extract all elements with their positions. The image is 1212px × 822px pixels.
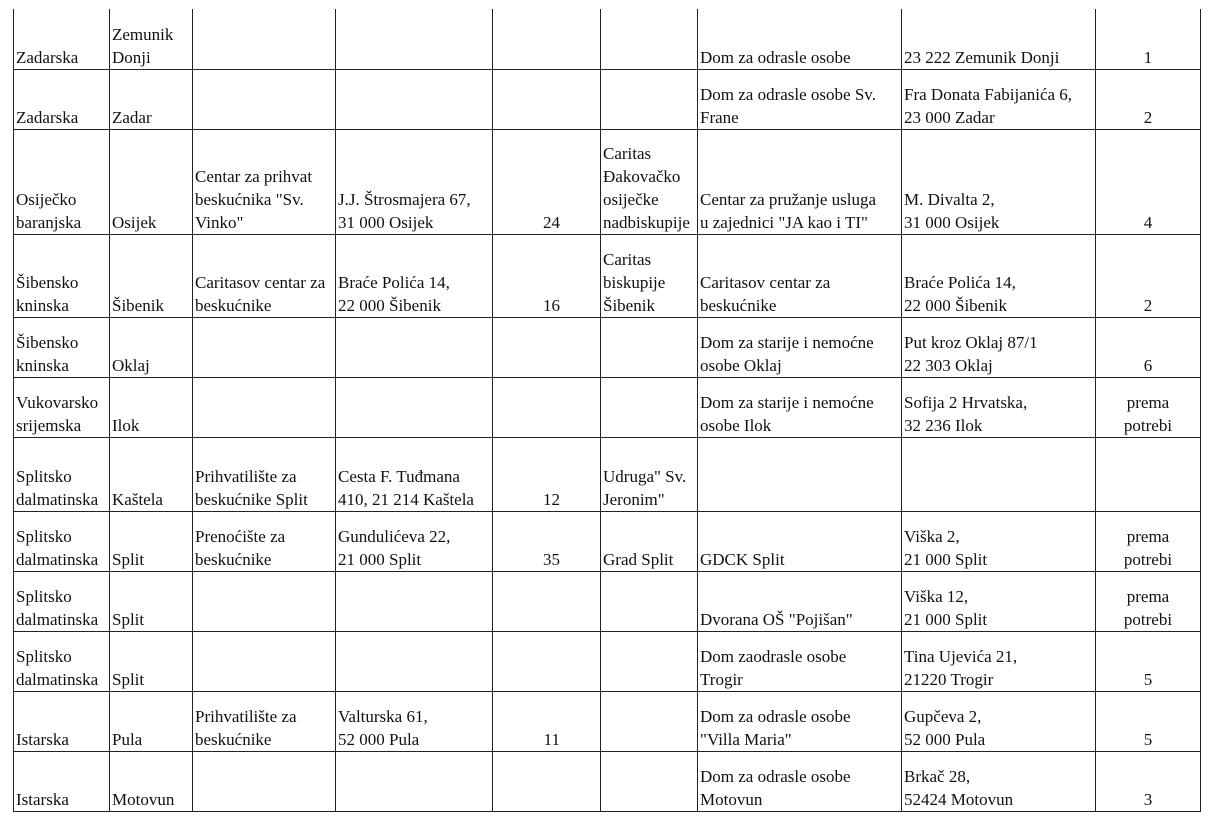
shelter-address-cell: Braće Polića 14, 22 000 Šibenik: [336, 234, 493, 317]
facility-capacity-cell: 2: [1096, 69, 1201, 129]
table-row: [14, 631, 1201, 691]
shelter-name-cell: [193, 69, 336, 129]
facility-capacity-cell: 4: [1096, 129, 1201, 234]
shelter-name-cell: Prihvatilište za beskućnike Split: [193, 437, 336, 511]
shelter-address-cell: [336, 377, 493, 437]
shelter-name-cell: Prihvatilište za beskućnike: [193, 691, 336, 751]
table-row: [14, 437, 1201, 511]
facility-name-cell: Dom za odrasle osobe: [698, 9, 902, 69]
facility-capacity-cell: 5: [1096, 631, 1201, 691]
shelter-name-cell: Prenoćište za beskućnike: [193, 511, 336, 571]
facility-address-cell: 23 222 Zemunik Donji: [902, 9, 1096, 69]
shelter-address-cell: [336, 317, 493, 377]
city-cell: Motovun: [110, 751, 193, 811]
county-cell: Zadarska: [14, 9, 110, 69]
county-cell: Istarska: [14, 751, 110, 811]
county-cell: Vukovarsko srijemska: [14, 377, 110, 437]
facility-capacity-cell: 5: [1096, 691, 1201, 751]
county-cell: Istarska: [14, 691, 110, 751]
table-row: [14, 69, 1201, 129]
city-cell: Split: [110, 631, 193, 691]
facility-capacity-cell: 3: [1096, 751, 1201, 811]
shelter-address-cell: [336, 631, 493, 691]
shelter-name-cell: Caritasov centar za beskućnike: [193, 234, 336, 317]
facility-address-cell: Viška 2, 21 000 Split: [902, 511, 1096, 571]
county-cell: Splitsko dalmatinska: [14, 631, 110, 691]
facility-address-cell: Put kroz Oklaj 87/1 22 303 Oklaj: [902, 317, 1096, 377]
facility-capacity-cell: 1: [1096, 9, 1201, 69]
capacity-cell: [493, 571, 601, 631]
city-cell: Split: [110, 571, 193, 631]
operator-cell: [601, 691, 698, 751]
facility-capacity-cell: prema potrebi: [1096, 511, 1201, 571]
table-row: [14, 377, 1201, 437]
city-cell: Split: [110, 511, 193, 571]
capacity-cell: [493, 377, 601, 437]
shelter-name-cell: [193, 751, 336, 811]
facility-address-cell: [902, 437, 1096, 511]
capacity-cell: [493, 631, 601, 691]
operator-cell: Udruga" Sv. Jeronim": [601, 437, 698, 511]
shelter-name-cell: [193, 377, 336, 437]
facility-name-cell: [698, 437, 902, 511]
operator-cell: [601, 9, 698, 69]
operator-cell: [601, 377, 698, 437]
facility-name-cell: Centar za pružanje usluga u zajednici "JA kao i TI": [698, 129, 902, 234]
capacity-cell: [493, 317, 601, 377]
facility-capacity-cell: 6: [1096, 317, 1201, 377]
operator-cell: [601, 571, 698, 631]
city-cell: Kaštela: [110, 437, 193, 511]
operator-cell: Grad Split: [601, 511, 698, 571]
capacity-cell: 16: [493, 234, 601, 317]
shelter-address-cell: [336, 9, 493, 69]
city-cell: Osijek: [110, 129, 193, 234]
operator-cell: [601, 631, 698, 691]
city-cell: Oklaj: [110, 317, 193, 377]
table-row: [14, 9, 1201, 69]
shelter-name-cell: [193, 571, 336, 631]
operator-cell: [601, 751, 698, 811]
shelter-name-cell: [193, 317, 336, 377]
county-cell: Šibensko kninska: [14, 234, 110, 317]
capacity-cell: [493, 9, 601, 69]
shelter-table: [13, 9, 1201, 812]
facility-name-cell: Dom za starije i nemoćne osobe Ilok: [698, 377, 902, 437]
table-row: [14, 751, 1201, 811]
facility-address-cell: Sofija 2 Hrvatska, 32 236 Ilok: [902, 377, 1096, 437]
facility-capacity-cell: 2: [1096, 234, 1201, 317]
city-cell: Šibenik: [110, 234, 193, 317]
shelter-address-cell: [336, 751, 493, 811]
city-cell: Zemunik Donji: [110, 9, 193, 69]
facility-address-cell: Brkač 28, 52424 Motovun: [902, 751, 1096, 811]
table-row: [14, 234, 1201, 317]
county-cell: Šibensko kninska: [14, 317, 110, 377]
table-row: [14, 317, 1201, 377]
shelter-address-cell: Gundulićeva 22, 21 000 Split: [336, 511, 493, 571]
county-cell: Osiječko baranjska: [14, 129, 110, 234]
facility-address-cell: Tina Ujevića 21, 21220 Trogir: [902, 631, 1096, 691]
facility-name-cell: Dom za odrasle osobe Sv. Frane: [698, 69, 902, 129]
operator-cell: Caritas biskupije Šibenik: [601, 234, 698, 317]
shelter-address-cell: [336, 571, 493, 631]
facility-address-cell: Gupčeva 2, 52 000 Pula: [902, 691, 1096, 751]
facility-capacity-cell: prema potrebi: [1096, 377, 1201, 437]
facility-name-cell: Dom zaodrasle osobe Trogir: [698, 631, 902, 691]
operator-cell: [601, 317, 698, 377]
capacity-cell: 35: [493, 511, 601, 571]
table-row: [14, 691, 1201, 751]
facility-name-cell: Dom za odrasle osobe "Villa Maria": [698, 691, 902, 751]
facility-name-cell: Dom za odrasle osobe Motovun: [698, 751, 902, 811]
shelter-address-cell: Valturska 61, 52 000 Pula: [336, 691, 493, 751]
capacity-cell: 24: [493, 129, 601, 234]
shelter-name-cell: Centar za prihvat beskućnika "Sv. Vinko": [193, 129, 336, 234]
table-row: [14, 511, 1201, 571]
facility-address-cell: Viška 12, 21 000 Split: [902, 571, 1096, 631]
city-cell: Pula: [110, 691, 193, 751]
county-cell: Splitsko dalmatinska: [14, 571, 110, 631]
table-body: [14, 9, 1201, 811]
shelter-address-cell: J.J. Štrosmajera 67, 31 000 Osijek: [336, 129, 493, 234]
capacity-cell: 11: [493, 691, 601, 751]
facility-capacity-cell: [1096, 437, 1201, 511]
capacity-cell: [493, 751, 601, 811]
city-cell: Zadar: [110, 69, 193, 129]
operator-cell: [601, 69, 698, 129]
table-row: [14, 571, 1201, 631]
facility-name-cell: Dvorana OŠ "Pojišan": [698, 571, 902, 631]
shelter-address-cell: Cesta F. Tuđmana 410, 21 214 Kaštela: [336, 437, 493, 511]
city-cell: Ilok: [110, 377, 193, 437]
operator-cell: Caritas Đakovačko osiječke nadbiskupije: [601, 129, 698, 234]
facility-address-cell: M. Divalta 2, 31 000 Osijek: [902, 129, 1096, 234]
capacity-cell: [493, 69, 601, 129]
facility-capacity-cell: prema potrebi: [1096, 571, 1201, 631]
shelter-name-cell: [193, 631, 336, 691]
county-cell: Zadarska: [14, 69, 110, 129]
county-cell: Splitsko dalmatinska: [14, 511, 110, 571]
facility-address-cell: Braće Polića 14, 22 000 Šibenik: [902, 234, 1096, 317]
capacity-cell: 12: [493, 437, 601, 511]
facility-name-cell: Dom za starije i nemoćne osobe Oklaj: [698, 317, 902, 377]
county-cell: Splitsko dalmatinska: [14, 437, 110, 511]
facility-address-cell: Fra Donata Fabijanića 6, 23 000 Zadar: [902, 69, 1096, 129]
table-row: [14, 129, 1201, 234]
shelter-name-cell: [193, 9, 336, 69]
facility-name-cell: Caritasov centar za beskućnike: [698, 234, 902, 317]
facility-name-cell: GDCK Split: [698, 511, 902, 571]
shelter-address-cell: [336, 69, 493, 129]
